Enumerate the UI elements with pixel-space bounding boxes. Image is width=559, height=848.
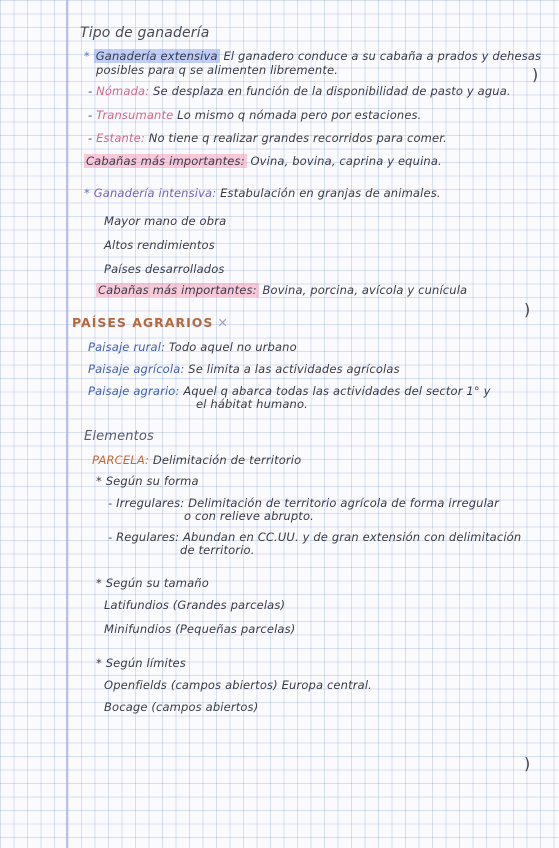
extensiva-label: Ganadería extensiva <box>95 49 218 63</box>
limites-heading: * Según límites <box>96 656 186 670</box>
transumante-line: - Transumante Lo mismo q nómada pero por estaciones. <box>88 108 422 122</box>
intensiva-item-2: Altos rendimientos <box>104 238 215 252</box>
nomada-line: - Nómada: Se desplaza en función de la disponibilidad de pasto y agua. <box>88 84 511 98</box>
paisaje-agrario-line-2: el hábitat humano. <box>196 397 308 411</box>
closing-paren: ) <box>532 65 539 84</box>
margin-line <box>66 0 68 848</box>
extensiva-cabanas-line: Cabañas más importantes: Ovina, bovina, caprina y equina. <box>86 154 442 168</box>
parcela-line: PARCELA: Delimitación de territorio <box>92 453 302 467</box>
paisaje-agrario-line-1: Paisaje agrario: Aquel q abarca todas las actividades del sector 1° y <box>88 384 491 398</box>
paisaje-rural-line: Paisaje rural: Todo aquel no urbano <box>88 340 297 354</box>
intensiva-item-1: Mayor mano de obra <box>104 214 227 228</box>
paises-heading: PAÍSES AGRARIOS ✕ <box>72 315 229 330</box>
page-title: Tipo de ganadería <box>80 25 210 41</box>
cross-mark: ✕ <box>217 315 229 330</box>
minifundios-line: Minifundios (Pequeñas parcelas) <box>104 622 296 636</box>
openfields-line: Openfields (campos abiertos) Europa central. <box>104 678 372 692</box>
extensiva-line-2: posibles para q se alimenten libremente. <box>96 63 339 77</box>
intensiva-item-3: Países desarrollados <box>104 262 225 276</box>
paisaje-agricola-line: Paisaje agrícola: Se limita a las actividades agrícolas <box>88 362 400 376</box>
irregulares-line-2: o con relieve abrupto. <box>184 509 314 523</box>
closing-paren: ) <box>524 754 531 773</box>
intensiva-line: * Ganadería intensiva: Estabulación en granjas de animales. <box>84 186 441 200</box>
tamano-heading: * Según su tamaño <box>96 576 209 590</box>
elementos-heading: Elementos <box>84 429 154 444</box>
bocage-line: Bocage (campos abiertos) <box>104 700 259 714</box>
forma-heading: * Según su forma <box>96 474 199 488</box>
regulares-line-1: - Regulares: Abundan en CC.UU. y de gran extensión con delimitación <box>108 530 522 544</box>
regulares-line-2: de territorio. <box>180 543 255 557</box>
estante-line: - Estante: No tiene q realizar grandes recorridos para comer. <box>88 131 447 145</box>
irregulares-line-1: - Irregulares: Delimitación de territorio agrícola de forma irregular <box>108 496 499 510</box>
closing-paren: ) <box>524 300 531 319</box>
intensiva-cabanas-line: Cabañas más importantes: Bovina, porcina, avícola y cunícula <box>98 283 468 297</box>
latifundios-line: Latifundios (Grandes parcelas) <box>104 598 286 612</box>
extensiva-line-1: * Ganadería extensiva El ganadero conduce a su cabaña a prados y dehesas <box>84 49 542 63</box>
